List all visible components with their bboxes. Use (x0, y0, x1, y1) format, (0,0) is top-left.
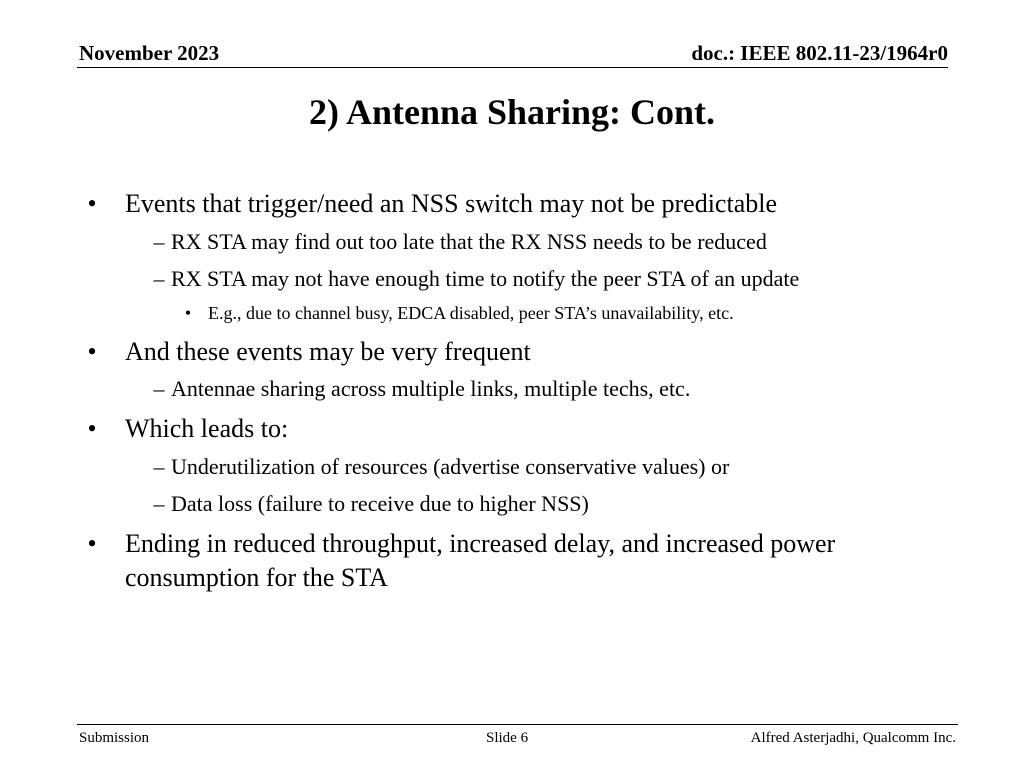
header-doc-id: doc.: IEEE 802.11-23/1964r0 (691, 41, 948, 65)
footer-submission: Submission (79, 730, 150, 746)
footer-author: Alfred Asterjadhi, Qualcomm Inc. (750, 730, 956, 746)
bullet-2: And these events may be very frequent (125, 337, 531, 366)
dash-marker: – (153, 229, 165, 254)
bullet-marker: • (87, 337, 97, 366)
bullet-1-sub-1: RX STA may find out too late that the RX NSS needs to be reduced (171, 229, 767, 254)
slide-title: 2) Antenna Sharing: Cont. (308, 92, 716, 132)
bullet-3: Which leads to: (125, 414, 289, 443)
header-divider (77, 67, 948, 68)
bullet-1: Events that trigger/need an NSS switch may not be predictable (125, 189, 777, 218)
small-bullet-marker: • (184, 303, 192, 323)
bullet-3-sub-1: Underutilization of resources (advertise conservative values) or (171, 454, 730, 479)
bullet-4-line-2: consumption for the STA (125, 563, 388, 592)
bullet-3-sub-2: Data loss (failure to receive due to higher NSS) (171, 491, 589, 516)
dash-marker: – (153, 454, 165, 479)
footer-divider (77, 724, 958, 725)
bullet-1-sub-2: RX STA may not have enough time to notify the peer STA of an update (171, 266, 800, 291)
bullet-marker: • (87, 189, 97, 218)
header-date: November 2023 (79, 41, 220, 65)
bullet-1-sub-2-detail: E.g., due to channel busy, EDCA disabled, peer STA’s unavailability, etc. (208, 303, 734, 323)
dash-marker: – (153, 266, 165, 291)
dash-marker: – (153, 376, 165, 401)
dash-marker: – (153, 491, 165, 516)
bullet-marker: • (87, 414, 97, 443)
bullet-marker: • (87, 529, 97, 558)
bullet-2-sub-1: Antennae sharing across multiple links, multiple techs, etc. (171, 376, 691, 401)
bullet-4-line-1: Ending in reduced throughput, increased delay, and increased power (125, 529, 836, 558)
footer-slide-number: Slide 6 (486, 730, 529, 746)
